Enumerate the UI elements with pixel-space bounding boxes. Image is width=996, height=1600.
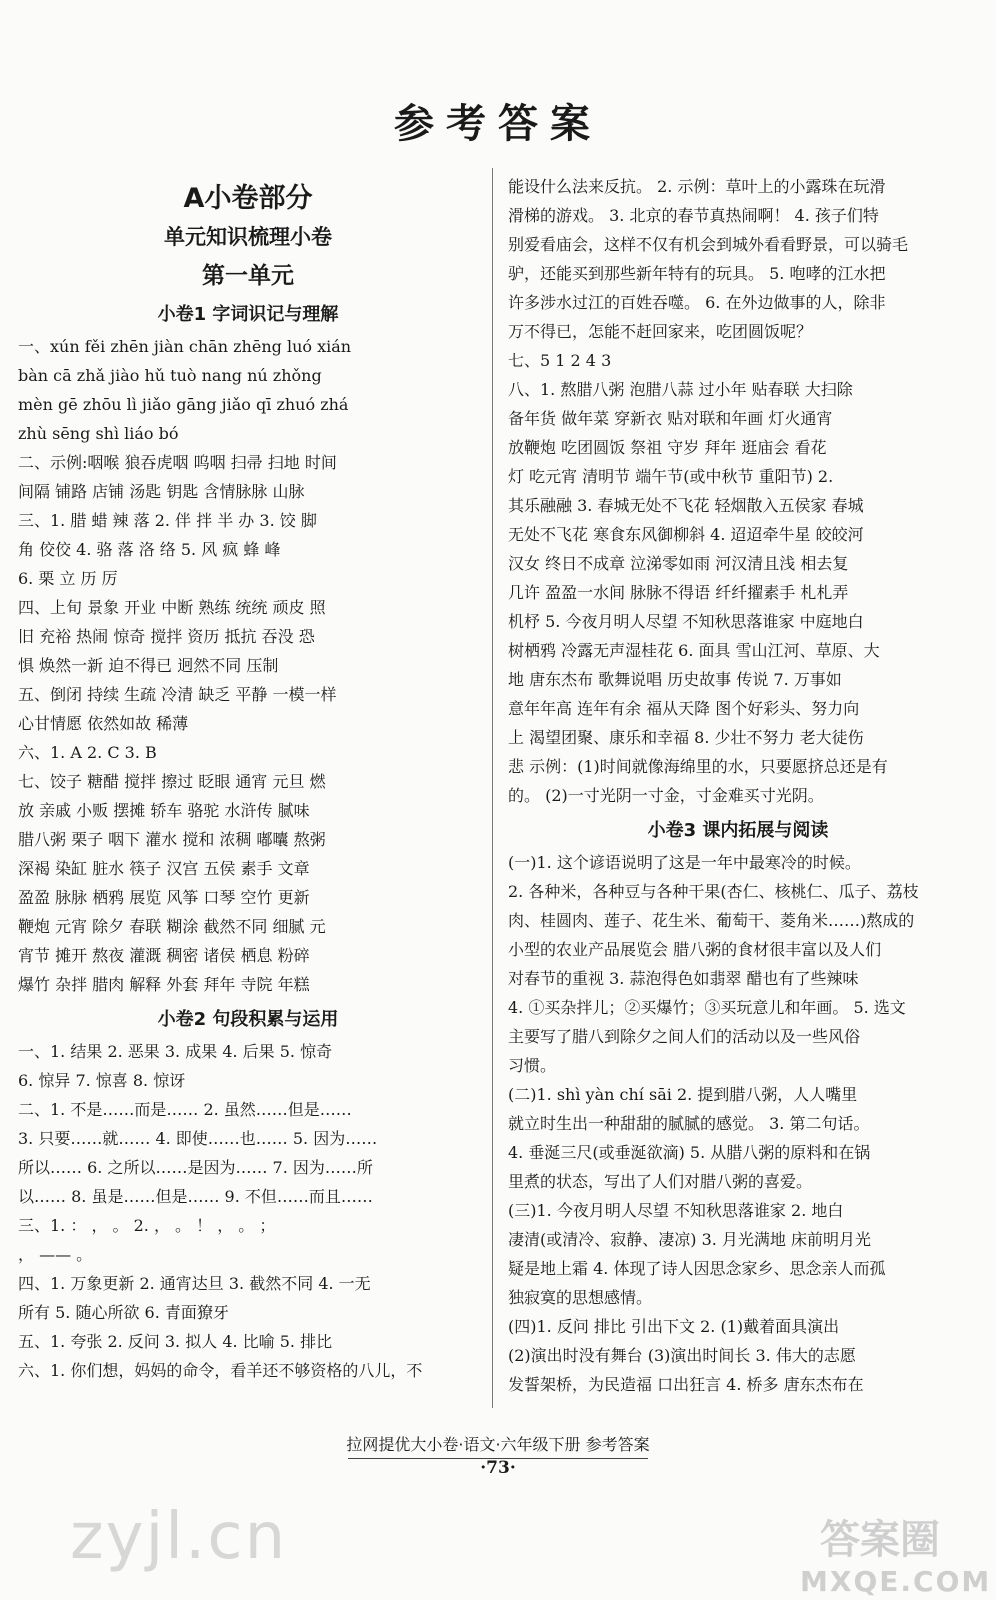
quiz-2-answers bbox=[18, 1037, 478, 1385]
answer-line: 七、5 1 2 4 3 bbox=[508, 351, 612, 370]
answer-line: 备年货 做年菜 穿新衣 贴对联和年画 灯火通宵 bbox=[508, 409, 833, 428]
answer-line: 二、1. 不是……而是…… 2. 虽然……但是…… bbox=[18, 1100, 352, 1119]
answer-line: 二、示例:咽喉 狼吞虎咽 呜咽 扫帚 扫地 时间 bbox=[18, 453, 337, 472]
answer-line: 树栖鸦 冷露无声湿桂花 6. 面具 雪山江河、草原、大 bbox=[508, 641, 880, 660]
answer-line: 疑是地上霜 4. 体现了诗人因思念家乡、思念亲人而孤 bbox=[508, 1259, 886, 1278]
answer-line: 小型的农业产品展览会 腊八粥的食材很丰富以及人们 bbox=[508, 940, 882, 959]
answer-line: 许多涉水过江的百姓吞噬。 6. 在外边做事的人，除非 bbox=[508, 293, 886, 312]
answer-line: 六、1. 你们想，妈妈的命令，看羊还不够资格的八儿，不 bbox=[18, 1361, 423, 1380]
answer-line: 宵节 摊开 熬夜 灌溉 稠密 诸侯 栖息 粉碎 bbox=[18, 946, 310, 965]
answer-line: 其乐融融 3. 春城无处不飞花 轻烟散入五侯家 春城 bbox=[508, 496, 864, 515]
answer-line: 上 渴望团聚、康乐和幸福 8. 少壮不努力 老大徒伤 bbox=[508, 728, 864, 747]
answer-line: 五、倒闭 持续 生疏 冷清 缺乏 平静 一模一样 bbox=[18, 685, 337, 704]
quiz-2-continued-answers bbox=[508, 172, 968, 810]
answer-line: 的。 (2)一寸光阴一寸金，寸金难买寸光阴。 bbox=[508, 786, 824, 805]
answer-line: 发誓架桥，为民造福 口出狂言 4. 桥多 唐东杰布在 bbox=[508, 1375, 864, 1394]
answer-line: 灯 吃元宵 清明节 端午节(或中秋节 重阳节) 2. bbox=[508, 467, 834, 486]
answer-line: 八、1. 熬腊八粥 泡腊八蒜 过小年 贴春联 大扫除 bbox=[508, 380, 853, 399]
answer-line: (二)1. shì yàn chí sāi 2. 提到腊八粥，人人嘴里 bbox=[508, 1085, 858, 1104]
answer-line: 机杼 5. 今夜月明人尽望 不知秋思落谁家 中庭地白 bbox=[508, 612, 864, 631]
answer-line: (三)1. 今夜月明人尽望 不知秋思落谁家 2. 地白 bbox=[508, 1201, 844, 1220]
answer-line: 腊八粥 栗子 咽下 灌水 搅和 浓稠 嘟囔 熬粥 bbox=[18, 830, 326, 849]
answer-line: 主要写了腊八到除夕之间人们的活动以及一些风俗 bbox=[508, 1027, 861, 1046]
answer-line: 4. 垂涎三尺(或垂涎欲滴) 5. 从腊八粥的原料和在锅 bbox=[508, 1143, 871, 1162]
answer-line: 6. 惊异 7. 惊喜 8. 惊讶 bbox=[18, 1071, 186, 1090]
answer-line: 地 唐东杰布 歌舞说唱 历史故事 传说 7. 万事如 bbox=[508, 670, 842, 689]
answer-line: 七、饺子 糖醋 搅拌 擦过 眨眼 通宵 元旦 燃 bbox=[18, 772, 326, 791]
answer-line: 3. 只要……就…… 4. 即使……也…… 5. 因为…… bbox=[18, 1129, 378, 1148]
answer-line: 三、1. 腊 蜡 辣 落 2. 伴 拌 半 办 3. 饺 脚 bbox=[18, 511, 317, 530]
answer-line: 驴，还能买到那些新年特有的玩具。 5. 咆哮的江水把 bbox=[508, 264, 886, 283]
watermark-mxqe-title: 答案圈 bbox=[820, 1517, 940, 1563]
answer-line: 汉女 终日不成章 泣涕零如雨 河汉清且浅 相去复 bbox=[508, 554, 849, 573]
answer-line: 几许 盈盈一水间 脉脉不得语 纤纤擢素手 札札弄 bbox=[508, 583, 849, 602]
answer-line: 独寂寞的思想感情。 bbox=[508, 1288, 653, 1307]
answer-line: 以…… 8. 虽是……但是…… 9. 不但……而且…… bbox=[18, 1187, 373, 1206]
answer-line: 万不得已，怎能不赶回家来，吃团圆饭呢？ bbox=[508, 322, 813, 341]
answer-line: 滑梯的游戏。 3. 北京的春节真热闹啊！ 4. 孩子们特 bbox=[508, 206, 879, 225]
column-divider bbox=[492, 168, 493, 1408]
answer-line: 意年年高 连年有余 福从天降 图个好彩头、努力向 bbox=[508, 699, 860, 718]
quiz-1-answers bbox=[18, 332, 478, 999]
answer-line: 里煮的状态，写出了人们对腊八粥的喜爱。 bbox=[508, 1172, 813, 1191]
answer-line: zhù sēng shì liáo bó bbox=[18, 424, 179, 443]
answer-line: 深褐 染缸 脏水 筷子 汉宫 五侯 素手 文章 bbox=[18, 859, 310, 878]
answer-line: 所有 5. 随心所欲 6. 青面獠牙 bbox=[18, 1303, 229, 1322]
answer-line: 盈盈 脉脉 栖鸦 展览 风筝 口琴 空竹 更新 bbox=[18, 888, 310, 907]
page-title: 参考答案 bbox=[394, 101, 602, 147]
answer-line: 悲 示例：(1)时间就像海绵里的水，只要愿挤总还是有 bbox=[508, 757, 888, 776]
page-number: ·73· bbox=[480, 1458, 516, 1478]
answer-line: 五、1. 夸张 2. 反问 3. 拟人 4. 比喻 5. 排比 bbox=[18, 1332, 333, 1351]
answer-line: (四)1. 反问 排比 引出下文 2. (1)戴着面具演出 bbox=[508, 1317, 840, 1336]
answer-line: 间隔 铺路 店铺 汤匙 钥匙 含情脉脉 山脉 bbox=[18, 482, 305, 501]
answer-line: 2. 各种米，各种豆与各种干果(杏仁、核桃仁、瓜子、荔枝 bbox=[508, 882, 919, 901]
answer-line: 心甘情愿 依然如故 稀薄 bbox=[18, 714, 189, 733]
footer bbox=[0, 1432, 996, 1459]
watermark-mxqe bbox=[800, 1508, 992, 1598]
answer-line: 所以…… 6. 之所以……是因为…… 7. 因为……所 bbox=[18, 1158, 373, 1177]
answer-line: 四、1. 万象更新 2. 通宵达旦 3. 截然不同 4. 一无 bbox=[18, 1274, 371, 1293]
answer-line: mèn gē zhōu lì jiǎo gāng jiǎo qī zhuó zhá bbox=[18, 395, 349, 414]
quiz-3-answers bbox=[508, 848, 968, 1399]
answer-line: 能设什么法来反抗。 2. 示例：草叶上的小露珠在玩滑 bbox=[508, 177, 886, 196]
answer-line: 无处不飞花 寒食东风御柳斜 4. 迢迢牵牛星 皎皎河 bbox=[508, 525, 864, 544]
answer-line: 一、xún fěi zhēn jiàn chān zhēng luó xián bbox=[18, 337, 352, 356]
answer-line: (2)演出时没有舞台 (3)演出时间长 3. 伟大的志愿 bbox=[508, 1346, 856, 1365]
answer-line: 鞭炮 元宵 除夕 春联 糊涂 截然不同 细腻 元 bbox=[18, 917, 326, 936]
answer-line: 肉、桂圆肉、莲子、花生米、葡萄干、菱角米……)熬成的 bbox=[508, 911, 915, 930]
answer-line: bàn cā zhǎ jiào hǔ tuò nang nú zhǒng bbox=[18, 366, 322, 385]
watermark-zyjl: zyjl.cn bbox=[70, 1500, 288, 1574]
answer-line: 六、1. A 2. C 3. B bbox=[18, 743, 157, 762]
answer-line: 角 佼佼 4. 骆 落 洛 络 5. 风 疯 蜂 峰 bbox=[18, 540, 281, 559]
right-column bbox=[508, 172, 968, 1399]
answer-line: 惧 焕然一新 迫不得已 迥然不同 压制 bbox=[18, 656, 279, 675]
answer-line: 别爱看庙会，这样不仅有机会到城外看看野景，可以骑毛 bbox=[508, 235, 909, 254]
answer-line: 就立时生出一种甜甜的腻腻的感觉。 3. 第二句话。 bbox=[508, 1114, 870, 1133]
footer-text: 拉网提优大小卷·语文·六年级下册 参考答案 bbox=[346, 1435, 650, 1454]
answer-line: 6. 栗 立 历 厉 bbox=[18, 569, 118, 588]
watermark-mxqe-domain: MXQE.COM bbox=[800, 1565, 992, 1598]
quiz-2-heading: 小卷2 句段积累与运用 bbox=[157, 1009, 339, 1030]
answer-line: 4. ①买杂拌儿；②买爆竹；③买玩意儿和年画。 5. 选文 bbox=[508, 998, 906, 1017]
answer-line: 一、1. 结果 2. 恶果 3. 成果 4. 后果 5. 惊奇 bbox=[18, 1042, 333, 1061]
answer-line: 爆竹 杂拌 腊肉 解释 外套 拜年 寺院 年糕 bbox=[18, 975, 310, 994]
answer-line: (一)1. 这个谚语说明了这是一年中最寒冷的时候。 bbox=[508, 853, 861, 872]
answer-line: 旧 充裕 热闹 惊奇 搅拌 资历 抵抗 吞没 恐 bbox=[18, 627, 315, 646]
answer-line: 四、上旬 景象 开业 中断 熟练 统统 顽皮 照 bbox=[18, 598, 326, 617]
answer-line: 凄清(或清冷、寂静、凄凉) 3. 月光满地 床前明月光 bbox=[508, 1230, 872, 1249]
answer-line: ， —— 。 bbox=[18, 1245, 93, 1264]
unit-heading: 第一单元 bbox=[202, 263, 294, 289]
answer-line: 习惯。 bbox=[508, 1056, 557, 1075]
answer-line: 放鞭炮 吃团圆饭 祭祖 守岁 拜年 逛庙会 看花 bbox=[508, 438, 827, 457]
answer-line: 对春节的重视 3. 蒜泡得色如翡翠 醋也有了些辣味 bbox=[508, 969, 859, 988]
answer-line: 三、1. ： ， 。 2. ， 。 ！ ， 。 ； bbox=[18, 1216, 276, 1235]
quiz-3-heading: 小卷3 课内拓展与阅读 bbox=[647, 820, 829, 841]
left-column bbox=[18, 172, 478, 1385]
part-heading: A小卷部分 bbox=[183, 183, 313, 214]
quiz-1-heading: 小卷1 字词识记与理解 bbox=[157, 304, 339, 325]
answer-line: 放 亲戚 小贩 摆摊 轿车 骆驼 水浒传 腻味 bbox=[18, 801, 310, 820]
section-heading: 单元知识梳理小卷 bbox=[164, 225, 332, 249]
